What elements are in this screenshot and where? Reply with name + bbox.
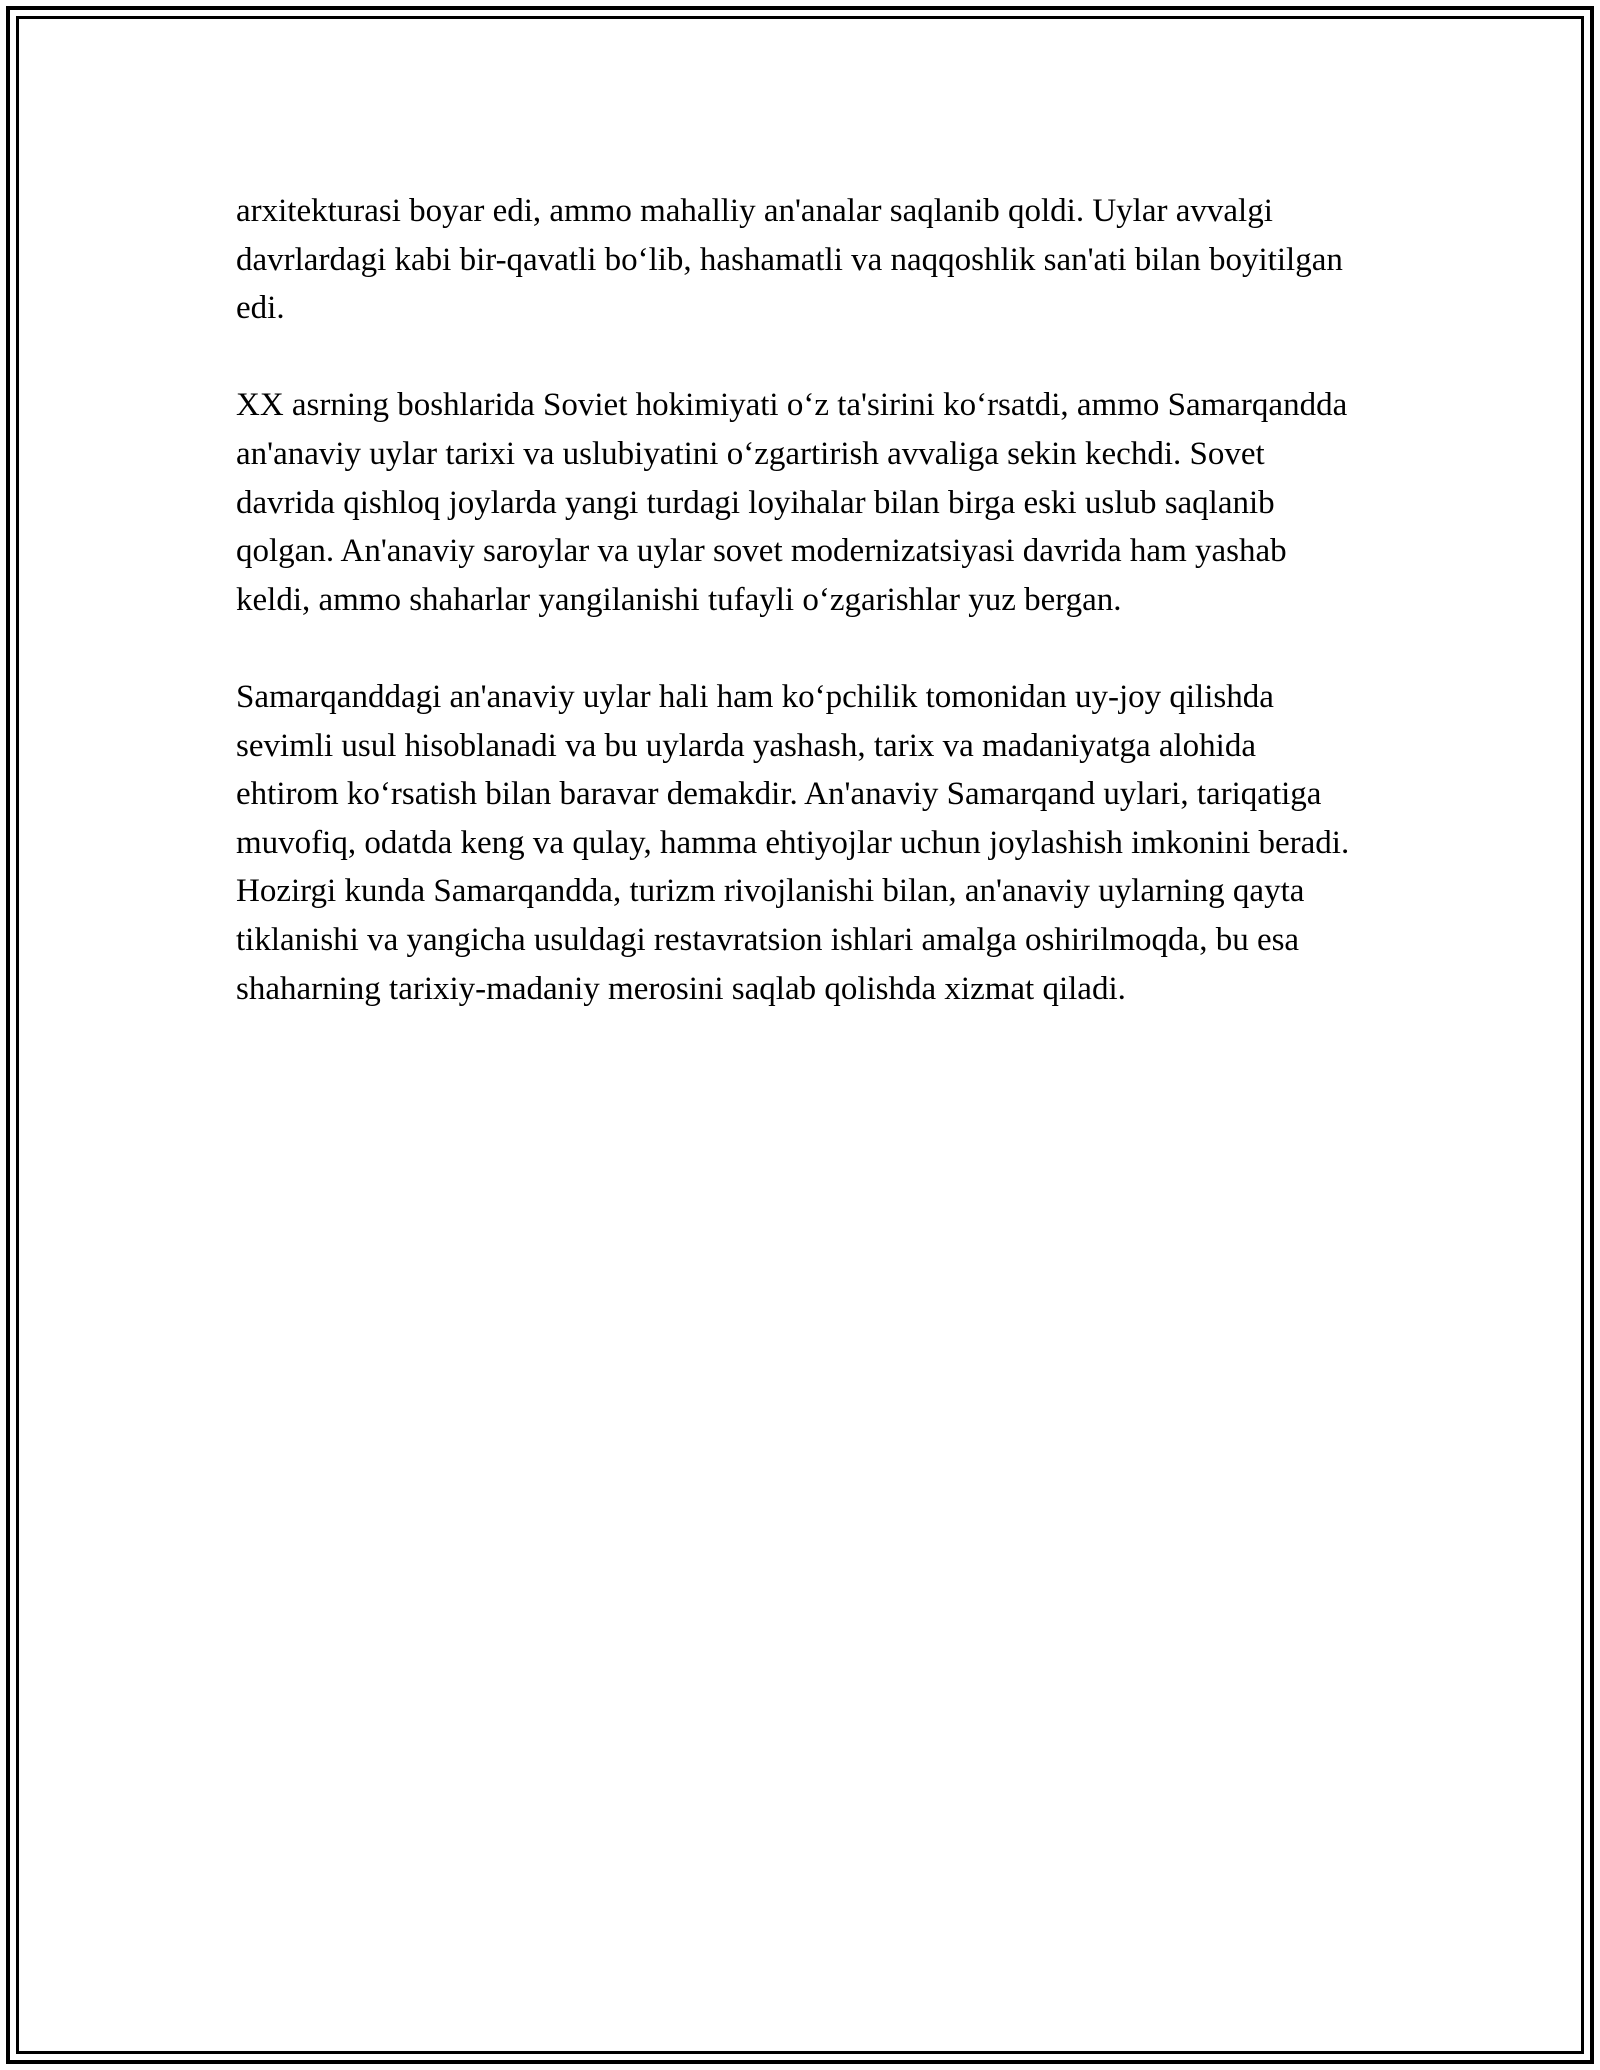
paragraph-2: XX asrning boshlarida Soviet hokimiyati o‘z ta'sirini ko‘rsatdi, ammo Samarqandda an'anaviy uylar tarixi va uslubiyatini o‘zgartirish avvaliga sekin kechdi. Sovet davrida qishloq joylarda yangi turdagi loyihalar bilan birga eski uslub saqlanib qolgan. An'anaviy saroylar va uylar sovet modernizatsiyasi davrida ham yashab keldi, ammo shaharlar yangilanishi tufayli o‘zgarishlar yuz bergan.: [236, 387, 1348, 618]
paragraph-1: arxitekturasi boyar edi, ammo mahalliy an'analar saqlanib qoldi. Uylar avvalgi davrlardagi kabi bir-qavatli bo‘lib, hashamatli va naqqoshlik san'ati bilan boyitilgan edi.: [236, 193, 1343, 327]
paragraph-3: Samarqanddagi an'anaviy uylar hali ham ko‘pchilik tomonidan uy-joy qilishda sevimli usul hisoblanadi va bu uylarda yashash, tarix va madaniyatga alohida ehtirom ko‘rsatish bilan baravar demakdir. An'anaviy Samarqand uylari, tariqatiga muvofiq, odatda keng va qulay, hamma ehtiyojlar uchun joylashish imkonini beradi. Hozirgi kunda Samarqandda, turizm rivojlanishi bilan, an'anaviy uylarning qayta tiklanishi va yangicha usuldagi restavratsion ishlari amalga oshirilmoqda, bu esa shaharning tarixiy-madaniy merosini saqlab qolishda xizmat qiladi.: [236, 678, 1350, 1007]
document-body: [236, 187, 1366, 1013]
